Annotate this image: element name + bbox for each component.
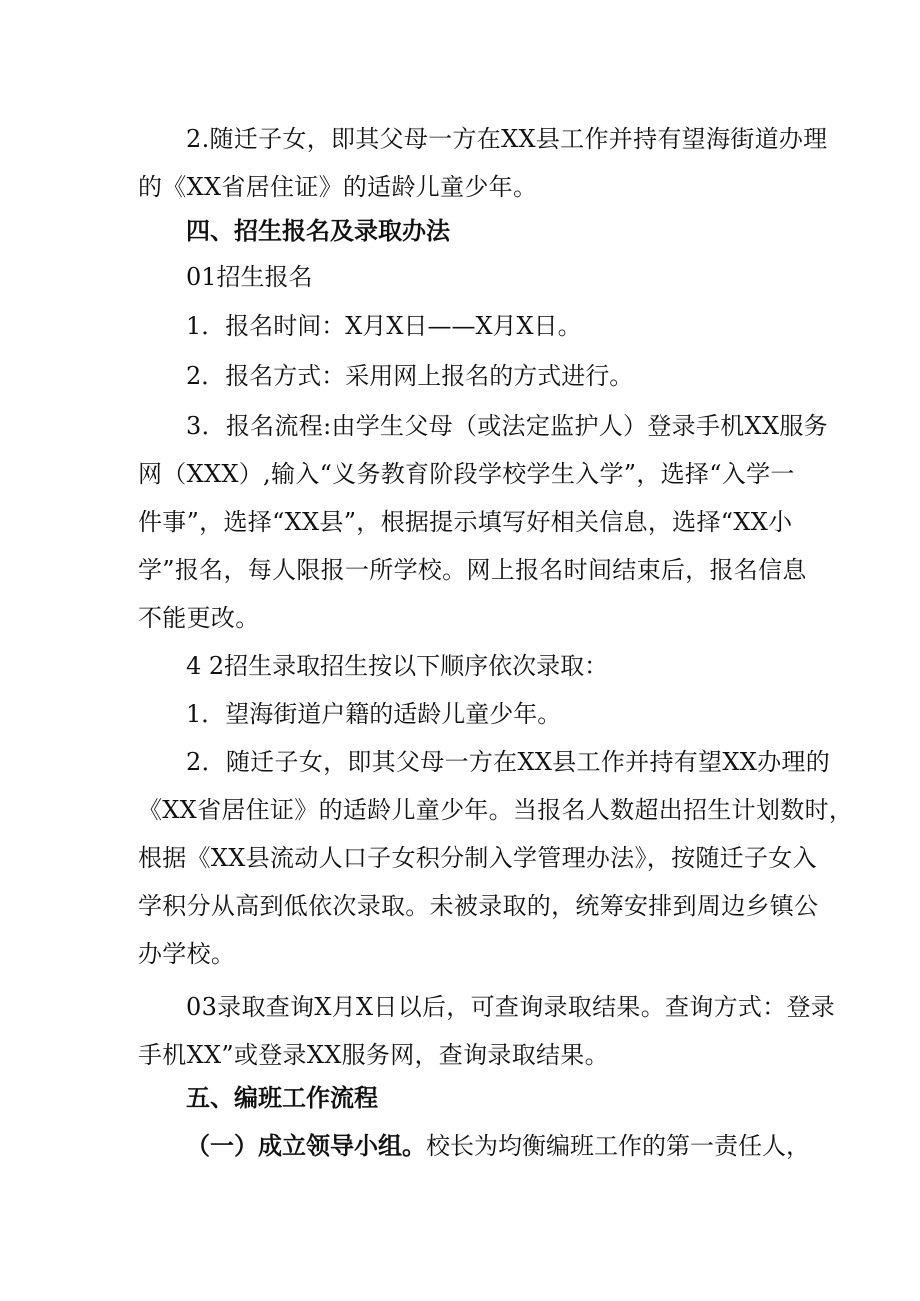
- paragraph-migrant-children: [138, 115, 828, 211]
- text-line: 手机XX”或登录XX服务网，查询录取结果。: [138, 1041, 609, 1069]
- text-line: 网（XXX）,输入“义务教育阶段学校学生入学”，选择“入学一: [138, 460, 795, 488]
- section-heading-class-assignment: 五、编班工作流程: [186, 1084, 378, 1112]
- text-line: 件事”，选择“XX县”，根据提示填写好相关信息，选择“XX小: [138, 508, 793, 536]
- paragraph-result-query: [138, 983, 836, 1079]
- subheading-registration: 01招生报名: [186, 263, 313, 291]
- body-text: 校长为均衡编班工作的第一责任人，: [426, 1132, 810, 1160]
- text-line: 的《XX省居住证》的适龄儿童少年。: [138, 173, 538, 201]
- text-line: 《XX省居住证》的适龄儿童少年。当报名人数超出招生计划数时，: [138, 796, 854, 824]
- text-line: 3．报名流程:由学生父母（或法定监护人）登录手机XX服务: [186, 412, 828, 440]
- text-line: 2.随迁子女，即其父母一方在XX县工作并持有望海街道办理: [186, 125, 828, 153]
- list-item-local-residents: 1．望海街道户籍的适龄儿童少年。: [186, 700, 562, 728]
- text-line: 学积分从高到低依次录取。未被录取的，统筹安排到周边乡镇公: [138, 892, 819, 920]
- text-line: 03录取查询X月X日以后，可查询录取结果。查询方式：登录: [186, 993, 836, 1021]
- subheading-admission: 4 2招生录取招生按以下顺序依次录取：: [186, 652, 609, 680]
- text-line: 办学校。: [138, 940, 236, 968]
- list-item-registration-method: 2．报名方式：采用网上报名的方式进行。: [186, 362, 634, 390]
- list-item-registration-time: 1．报名时间：X月X日——X月X日。: [186, 312, 582, 340]
- text-line: 根据《XX县流动人口子女积分制入学管理办法》，按随迁子女入: [138, 844, 817, 872]
- paragraph-leadership-group: [186, 1122, 810, 1170]
- text-line: 2．随迁子女，即其父母一方在XX县工作并持有望XX办理的: [186, 748, 831, 776]
- text-line: 不能更改。: [138, 604, 260, 632]
- section-heading-enrollment: 四、招生报名及录取办法: [186, 217, 450, 245]
- paragraph-migrant-admission: [138, 738, 854, 978]
- bold-lead-text: （一）成立领导小组。: [186, 1132, 426, 1160]
- text-line: 学”报名，每人限报一所学校。网上报名时间结束后，报名信息: [138, 556, 807, 584]
- paragraph-registration-process: [138, 402, 828, 642]
